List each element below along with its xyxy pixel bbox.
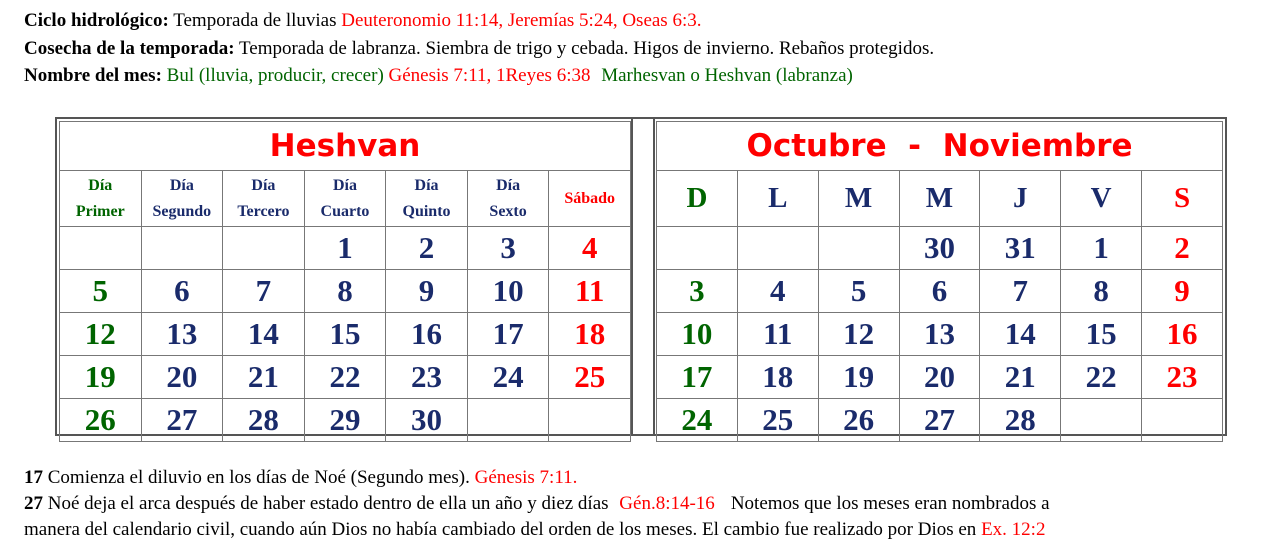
civil-date-cell: 21 [980,356,1061,399]
hebrew-week-row [60,356,631,399]
hebrew-day-header-line2: Segundo [152,202,212,220]
civil-date-cell: 16 [1142,313,1223,356]
civil-date-cell: 11 [737,313,818,356]
hydrologic-cycle-line [24,10,701,32]
civil-week-row [657,313,1223,356]
hebrew-date-cell: 12 [60,313,142,356]
civil-date-cell: 14 [980,313,1061,356]
hebrew-date-cell: 4 [549,227,631,270]
civil-day-names-row [657,171,1223,227]
civil-date-cell [1142,399,1223,442]
civil-date-cell: 15 [1061,313,1142,356]
hebrew-date-cell: 27 [141,399,223,442]
hebrew-week-row [60,227,631,270]
civil-week-row [657,227,1223,270]
civil-day-header: V [1061,171,1142,227]
ciclo-text: Temporada de lluvias [173,10,337,31]
footnote-17-text: Comienza el diluvio en los días de Noé (Segundo mes). [43,467,475,488]
civil-date-cell: 3 [657,270,738,313]
hebrew-date-cell [549,399,631,442]
hebrew-date-cell: 23 [386,356,468,399]
civil-date-cell: 12 [818,313,899,356]
hebrew-day-header-line1: Día [169,176,194,194]
hebrew-date-cell [223,227,305,270]
hebrew-day-header-line2: Cuarto [320,202,370,220]
civil-date-cell: 26 [818,399,899,442]
hebrew-day-header-line2: Sexto [489,202,527,220]
harvest-line [24,38,934,60]
hebrew-week-row [60,270,631,313]
footnote-27-reference: Gén.8:14-16 [619,493,715,514]
hebrew-date-cell: 1 [304,227,386,270]
hebrew-date-cell: 15 [304,313,386,356]
civil-date-cell: 17 [657,356,738,399]
hebrew-date-cell: 7 [223,270,305,313]
hebrew-date-cell: 28 [223,399,305,442]
footnote-17-reference: Génesis 7:11. [474,467,578,488]
hebrew-date-cell: 9 [386,270,468,313]
hebrew-calendar [59,121,631,442]
hebrew-day-names-row [60,171,631,227]
hebrew-day-header-line2: Primer [75,202,125,220]
hebrew-date-cell: 11 [549,270,631,313]
civil-date-cell [737,227,818,270]
civil-week-row [657,270,1223,313]
hebrew-date-cell [467,399,549,442]
civil-day-header: M [899,171,980,227]
ciclo-reference: Deuteronomio 11:14, Jeremías 5:24, Oseas 6:3. [341,10,702,31]
civil-day-header: M [818,171,899,227]
footnote-17-number: 17 [24,467,43,488]
nombre-label: Nombre del mes: [24,65,162,86]
civil-date-cell: 7 [980,270,1061,313]
hebrew-date-cell: 6 [141,270,223,313]
hebrew-date-cell: 17 [467,313,549,356]
civil-date-cell: 4 [737,270,818,313]
hebrew-day-header-line1: Día [251,176,276,194]
hebrew-day-header-line1: Día [332,176,357,194]
civil-date-cell: 9 [1142,270,1223,313]
civil-date-cell: 31 [980,227,1061,270]
hebrew-date-cell: 25 [549,356,631,399]
hebrew-date-cell: 2 [386,227,468,270]
civil-week-row [657,399,1223,442]
calendar-divider-left [631,119,633,434]
hebrew-day-header [141,171,223,227]
civil-date-cell [818,227,899,270]
hebrew-date-cell: 18 [549,313,631,356]
civil-date-cell: 8 [1061,270,1142,313]
civil-calendar [656,121,1223,442]
civil-date-cell: 6 [899,270,980,313]
hebrew-date-cell: 24 [467,356,549,399]
hebrew-date-cell: 30 [386,399,468,442]
civil-date-cell: 20 [899,356,980,399]
civil-week-row [657,356,1223,399]
calendar-frame [55,117,1227,436]
civil-date-cell: 30 [899,227,980,270]
hebrew-day-header [60,171,142,227]
civil-date-cell: 13 [899,313,980,356]
civil-date-cell: 23 [1142,356,1223,399]
hebrew-day-header-line1: Día [414,176,439,194]
hebrew-date-cell: 10 [467,270,549,313]
civil-date-cell [657,227,738,270]
hebrew-day-header-line1: Día [88,176,113,194]
civil-day-header: D [657,171,738,227]
nombre-reference: Génesis 7:11, 1Reyes 6:38 [388,65,591,86]
hebrew-day-header [467,171,549,227]
hebrew-week-row [60,399,631,442]
hebrew-day-header [223,171,305,227]
hebrew-date-cell: 16 [386,313,468,356]
footnote-continuation-text: manera del calendario civil, cuando aún Dios no había cambiado del orden de los meses. El cambio fue realizado por Dios en [24,519,982,540]
hebrew-date-cell: 19 [60,356,142,399]
civil-date-cell: 22 [1061,356,1142,399]
hebrew-day-header [386,171,468,227]
hebrew-date-cell [141,227,223,270]
footnote-17 [24,466,577,490]
hebrew-date-cell: 14 [223,313,305,356]
footnote-27-number: 27 [24,493,43,514]
civil-date-cell: 5 [818,270,899,313]
hebrew-date-cell: 8 [304,270,386,313]
hebrew-date-cell: 3 [467,227,549,270]
civil-date-cell: 28 [980,399,1061,442]
hebrew-date-cell: 29 [304,399,386,442]
hebrew-date-cell: 26 [60,399,142,442]
footnote-continuation [24,518,1045,542]
civil-date-cell: 18 [737,356,818,399]
hebrew-day-header [549,171,631,227]
footnote-27-text: Noé deja el arca después de haber estado dentro de ella un año y diez días [43,493,614,514]
civil-date-cell: 24 [657,399,738,442]
hebrew-date-cell: 13 [141,313,223,356]
civil-date-cell [1061,399,1142,442]
hebrew-date-cell: 21 [223,356,305,399]
civil-month-title: Octubre - Noviembre [657,122,1223,171]
civil-day-header: J [980,171,1061,227]
hebrew-date-cell [60,227,142,270]
hebrew-month-title: Heshvan [60,122,631,171]
hebrew-day-header-line1: Día [496,176,521,194]
hebrew-day-header-line2: Quinto [402,202,451,220]
hebrew-week-row [60,313,631,356]
civil-date-cell: 27 [899,399,980,442]
hebrew-date-cell: 22 [304,356,386,399]
hebrew-date-cell: 20 [141,356,223,399]
civil-date-cell: 1 [1061,227,1142,270]
civil-date-cell: 10 [657,313,738,356]
calendar-divider-right [653,119,655,434]
footnote-continuation-reference: Ex. 12:2 [981,519,1046,540]
hebrew-date-cell: 5 [60,270,142,313]
civil-day-header: L [737,171,818,227]
hebrew-day-header-line1: Sábado [564,189,616,207]
footnote-27 [24,492,1050,516]
civil-date-cell: 2 [1142,227,1223,270]
nombre-text: Bul (lluvia, producir, crecer) [166,65,384,86]
hebrew-day-header-line2: Tercero [237,202,290,220]
nombre-alt: Marhesvan o Heshvan (labranza) [601,65,853,86]
hebrew-day-header [304,171,386,227]
civil-day-header: S [1142,171,1223,227]
cosecha-text: Temporada de labranza. Siembra de trigo y cebada. Higos de invierno. Rebaños protegidos. [238,38,935,59]
ciclo-label: Ciclo hidrológico: [24,10,169,31]
cosecha-label: Cosecha de la temporada: [24,38,235,59]
footnote-27-note: Notemos que los meses eran nombrados a [730,493,1050,514]
civil-date-cell: 25 [737,399,818,442]
civil-date-cell: 19 [818,356,899,399]
month-name-line [24,65,853,87]
